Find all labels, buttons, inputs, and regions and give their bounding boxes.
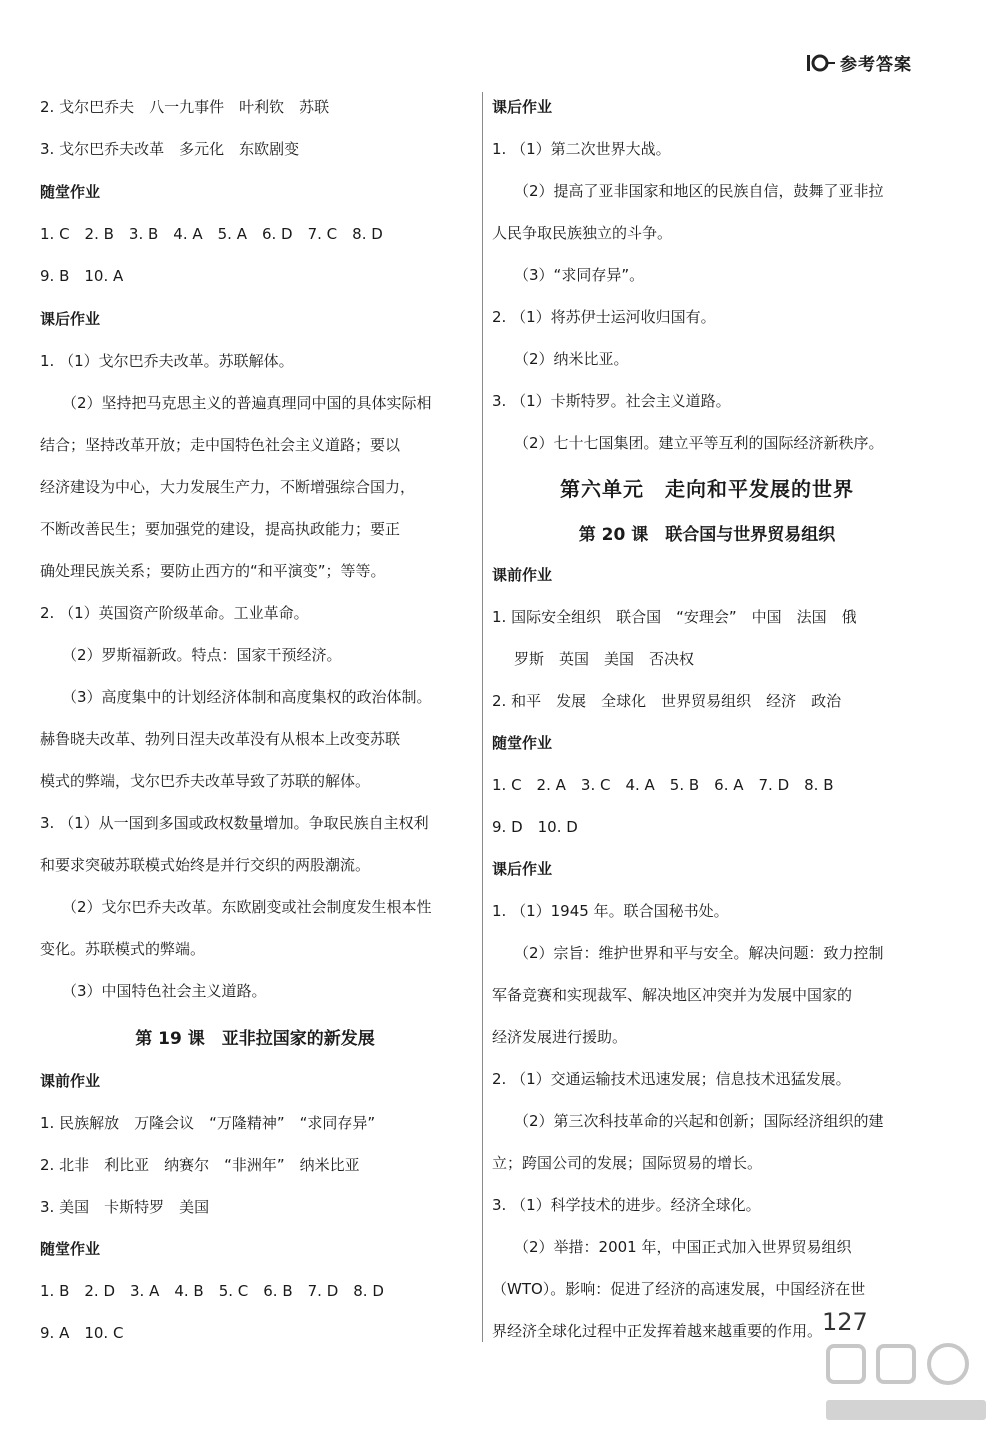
answer-line: 和要求突破苏联模式始终是并行交织的两股潮流。 <box>40 856 371 874</box>
section-heading: 课后作业 <box>492 860 553 878</box>
answer-line: 2. （1）将苏伊士运河收归国有。 <box>492 308 716 326</box>
answer-line: （WTO）。影响：促进了经济的高速发展，中国经济在世 <box>492 1280 866 1298</box>
answer-line: （2）提高了亚非国家和地区的民族自信，鼓舞了亚非拉 <box>514 182 884 200</box>
answer-line: 3. （1）卡斯特罗。社会主义道路。 <box>492 392 731 410</box>
answer-line: 1. 国际安全组织 联合国 “安理会” 中国 法国 俄 <box>492 608 857 626</box>
answer-line: 1. C 2. A 3. C 4. A 5. B 6. A 7. D 8. B <box>492 776 834 794</box>
answer-line: 变化。苏联模式的弊端。 <box>40 940 206 958</box>
answer-line: 界经济全球化过程中正发挥着越来越重要的作用。 <box>492 1322 823 1340</box>
answer-line: 2. 北非 利比亚 纳赛尔 “非洲年” 纳米比亚 <box>40 1156 360 1174</box>
answer-line: 结合；坚持改革开放；走中国特色社会主义道路；要以 <box>40 436 401 454</box>
answer-line: （2）七十七国集团。建立平等互利的国际经济新秩序。 <box>514 434 884 452</box>
answer-line: 9. D 10. D <box>492 818 578 836</box>
answer-line: （3）中国特色社会主义道路。 <box>62 982 267 1000</box>
answer-line: 1. B 2. D 3. A 4. B 5. C 6. B 7. D 8. D <box>40 1282 384 1300</box>
answer-line: 3. （1）从一国到多国或政权数量增加。争取民族自主权利 <box>40 814 429 832</box>
answer-line: （2）第三次科技革命的兴起和创新；国际经济组织的建 <box>514 1112 884 1130</box>
answer-line: 1. C 2. B 3. B 4. A 5. A 6. D 7. C 8. D <box>40 225 383 243</box>
answer-line: （2）举措：2001 年，中国正式加入世界贸易组织 <box>514 1238 852 1256</box>
answer-line: （2）坚持把马克思主义的普遍真理同中国的具体实际相 <box>62 394 432 412</box>
answer-line: 人民争取民族独立的斗争。 <box>492 224 673 242</box>
answer-line: 3. 美国 卡斯特罗 美国 <box>40 1198 210 1216</box>
book-logo-icon <box>806 52 836 74</box>
header-title: 参考答案 <box>840 55 912 75</box>
answer-line: 经济建设为中心，大力发展生产力，不断增强综合国力， <box>40 478 416 496</box>
answer-line: 确处理民族关系；要防止西方的“和平演变”；等等。 <box>40 562 386 580</box>
answer-line: 2. 和平 发展 全球化 世界贸易组织 经济 政治 <box>492 692 842 710</box>
answer-line: （3）“求同存异”。 <box>514 266 645 284</box>
answer-line: 2. （1）交通运输技术迅速发展；信息技术迅猛发展。 <box>492 1070 851 1088</box>
lesson-title: 第 20 课 联合国与世界贸易组织 <box>578 525 836 545</box>
answer-line: （2）戈尔巴乔夫改革。东欧剧变或社会制度发生根本性 <box>62 898 432 916</box>
watermark-logo-icon <box>822 1338 990 1426</box>
section-heading: 课后作业 <box>492 98 553 116</box>
answer-line: 1. （1）戈尔巴乔夫改革。苏联解体。 <box>40 352 294 370</box>
answer-line: 9. B 10. A <box>40 267 124 285</box>
answer-line: （2）宗旨：维护世界和平与安全。解决问题：致力控制 <box>514 944 884 962</box>
section-heading: 课前作业 <box>40 1072 101 1090</box>
section-heading: 课后作业 <box>40 310 101 328</box>
answer-line: 模式的弊端，戈尔巴乔夫改革导致了苏联的解体。 <box>40 772 371 790</box>
section-heading: 随堂作业 <box>40 183 101 201</box>
answer-line: 2. 戈尔巴乔夫 八一九事件 叶利钦 苏联 <box>40 98 330 116</box>
answer-line: 罗斯 英国 美国 否决权 <box>514 650 695 668</box>
answer-line: （3）高度集中的计划经济体制和高度集权的政治体制。 <box>62 688 432 706</box>
column-divider <box>482 92 483 1342</box>
answer-line: （2）纳米比亚。 <box>514 350 629 368</box>
section-heading: 随堂作业 <box>40 1240 101 1258</box>
answer-line: 不断改善民生；要加强党的建设，提高执政能力；要正 <box>40 520 401 538</box>
answer-line: 1. （1）第二次世界大战。 <box>492 140 671 158</box>
page-number: 127 <box>822 1308 868 1336</box>
answer-line: （2）罗斯福新政。特点：国家干预经济。 <box>62 646 342 664</box>
answer-line: 3. 戈尔巴乔夫改革 多元化 东欧剧变 <box>40 140 300 158</box>
section-heading: 随堂作业 <box>492 734 553 752</box>
answer-line: 1. 民族解放 万隆会议 “万隆精神” “求同存异” <box>40 1114 376 1132</box>
lesson-title: 第 19 课 亚非拉国家的新发展 <box>135 1029 375 1049</box>
answer-line: 2. （1）英国资产阶级革命。工业革命。 <box>40 604 309 622</box>
answer-line: 立；跨国公司的发展；国际贸易的增长。 <box>492 1154 763 1172</box>
answer-line: 赫鲁晓夫改革、勃列日涅夫改革没有从根本上改变苏联 <box>40 730 401 748</box>
page-header <box>806 50 912 75</box>
answer-line: 9. A 10. C <box>40 1324 124 1342</box>
answer-line: 经济发展进行援助。 <box>492 1028 628 1046</box>
answer-line: 军备竞赛和实现裁军、解决地区冲突并为发展中国家的 <box>492 986 853 1004</box>
answer-line: 3. （1）科学技术的进步。经济全球化。 <box>492 1196 761 1214</box>
section-heading: 课前作业 <box>492 566 553 584</box>
unit-title: 第六单元 走向和平发展的世界 <box>560 477 854 501</box>
answer-line: 1. （1）1945 年。联合国秘书处。 <box>492 902 729 920</box>
